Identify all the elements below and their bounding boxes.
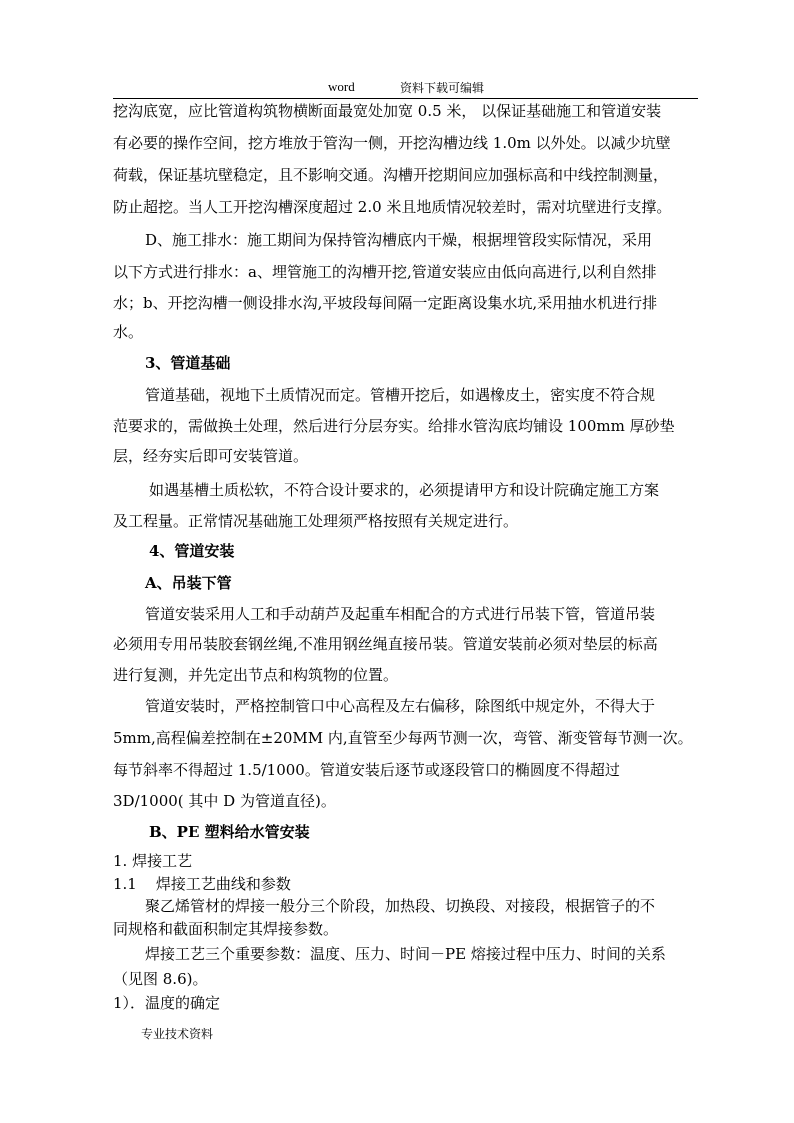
header-note: 资料下载可编辑 [400,81,485,95]
section-heading: 4、管道安装 [149,542,235,560]
paragraph-line: 管道基础，视地下土质情况而定。管槽开挖后，如遇橡皮土，密实度不符合规 [145,386,656,404]
paragraph-line: 范要求的，需做换土处理，然后进行分层夯实。给排水管沟底均铺设 100mm 厚砂垫 [113,417,675,435]
paragraph-line: 管道安装采用人工和手动葫芦及起重车相配合的方式进行吊装下管，管道吊装 [145,605,656,623]
paragraph-line: 有必要的操作空间，挖方堆放于管沟一侧，开挖沟槽边线 1.0m 以外处。以减少坑壁 [113,134,671,152]
paragraph-line: D、施工排水：施工期间为保持管沟槽底内干燥，根据埋管段实际情况，采用 [145,231,653,249]
paragraph-line: 聚乙烯管材的焊接一般分三个阶段，加热段、切换段、对接段，根据管子的不 [145,897,656,915]
paragraph-line: 管道安装时，严格控制管口中心高程及左右偏移，除图纸中规定外，不得大于 [145,697,656,715]
paragraph-line: 及工程量。正常情况基础施工处理须严格按照有关规定进行。 [113,512,519,530]
subsection-heading: A、吊装下管 [145,574,232,592]
page-footer: 专业技术资料 [141,1027,214,1041]
page-header [0,79,794,99]
subsection-heading: B、PE 塑料给水管安装 [149,823,310,841]
numbered-heading: 1.1 焊接工艺曲线和参数 [113,875,291,893]
paragraph-line: 层，经夯实后即可安装管道。 [113,447,309,465]
paragraph-line: 同规格和截面积制定其焊接参数。 [113,920,339,938]
header-word: word [328,79,355,94]
paragraph-line: 进行复测，并先定出节点和构筑物的位置。 [113,666,399,684]
paragraph-line: 如遇基槽土质松软，不符合设计要求的，必须提请甲方和设计院确定施工方案 [149,481,660,499]
paragraph-line: 3D/1000( 其中 D 为管道直径)。 [113,792,336,810]
paragraph-line: 5mm,高程偏差控制在±20MM 内,直管至少每两节测一次，弯管、渐变管每节测一次。 [113,729,693,747]
paragraph-line: 每节斜率不得超过 1.5/1000。管道安装后逐节或逐段管口的椭圆度不得超过 [113,761,620,779]
paragraph-line: 挖沟底宽，应比管道构筑物横断面最宽处加宽 0.5 米， 以保证基础施工和管道安装 [113,102,662,120]
numbered-heading: 1. 焊接工艺 [113,852,193,870]
header-rule [113,98,698,99]
paragraph-line: 水。 [113,323,144,341]
paragraph-line: 水；b、开挖沟槽一侧设排水沟,平坡段每间隔一定距离设集水坑,采用抽水机进行排 [113,294,658,312]
paragraph-line: 以下方式进行排水：a、埋管施工的沟槽开挖,管道安装应由低向高进行,以利自然排 [113,263,657,281]
paragraph-line: 防止超挖。当人工开挖沟槽深度超过 2.0 米且地质情况较差时，需对坑壁进行支撑。 [113,198,672,216]
paragraph-line: 焊接工艺三个重要参数：温度、压力、时间－PE 熔接过程中压力、时间的关系 [145,945,666,963]
numbered-heading: 1）．温度的确定 [113,994,221,1012]
paragraph-line: 必须用专用吊装胶套钢丝绳,不准用钢丝绳直接吊装。管道安装前必须对垫层的标高 [113,635,658,653]
paragraph-line: （见图 8.6)。 [113,970,208,988]
paragraph-line: 荷载，保证基坑壁稳定，且不影响交通。沟槽开挖期间应加强标高和中线控制测量， [113,166,669,184]
section-heading: 3、管道基础 [145,354,231,372]
